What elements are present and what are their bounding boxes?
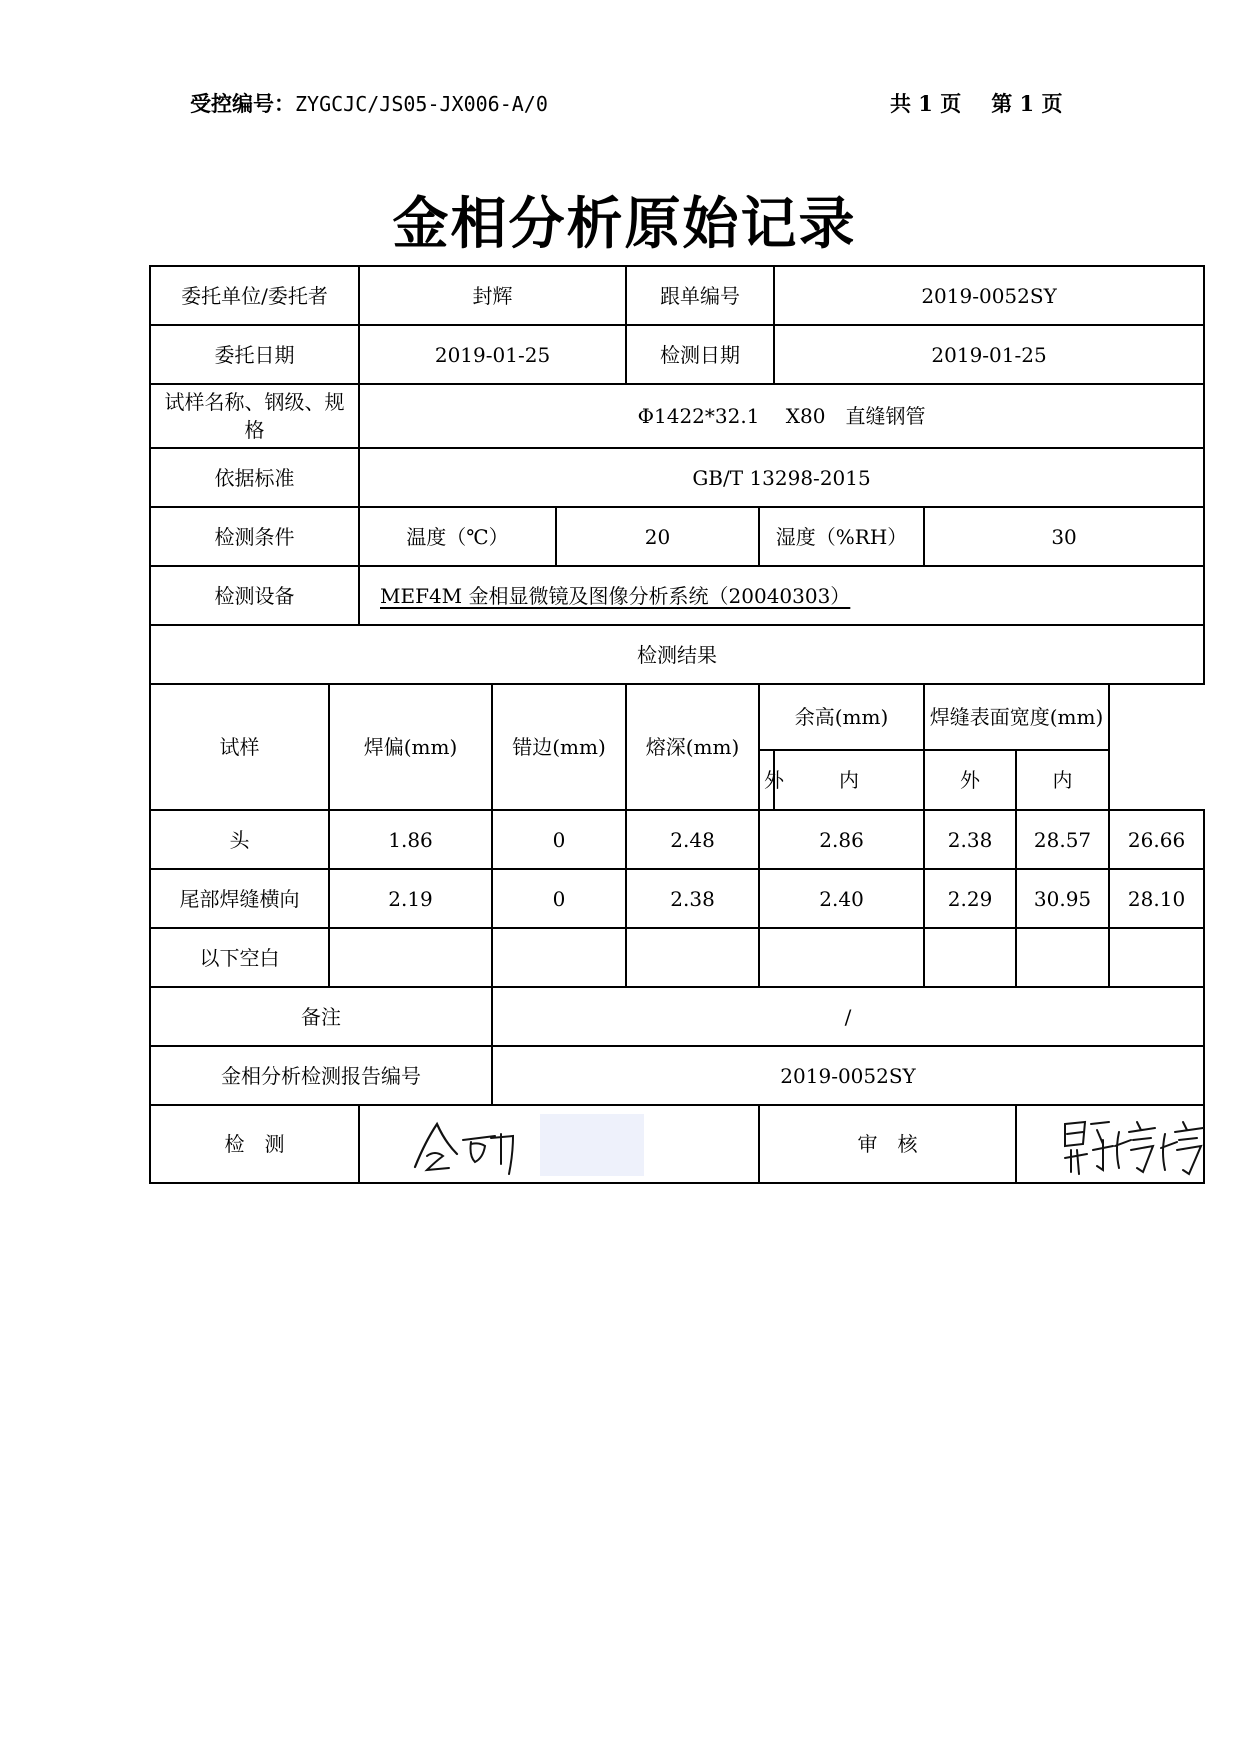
reviewer-label: 审 核 [759, 1105, 1016, 1183]
condition-label: 检测条件 [150, 507, 359, 566]
results-section-title: 检测结果 [150, 625, 1204, 684]
row-width-out: 30.95 [1016, 869, 1109, 928]
document-title: 金相分析原始记录 [392, 191, 857, 257]
row-width-in: 28.10 [1109, 869, 1204, 928]
col-penetration-depth: 熔深(mm) [626, 684, 759, 810]
row-rein-in [924, 928, 1016, 987]
sub-width-outer: 外 [924, 750, 1016, 810]
entrust-date-label: 委托日期 [150, 325, 359, 384]
col-sample: 试样 [150, 684, 329, 810]
table-row [150, 810, 1204, 869]
humidity-label: 湿度（%RH） [759, 507, 924, 566]
row-rein-out: 2.40 [759, 869, 924, 928]
row-depth: 2.38 [626, 869, 759, 928]
control-number-code: ZYGCJC/JS05-JX006-A/0 [295, 92, 548, 116]
track-number-value: 2019-0052SY [774, 266, 1204, 325]
page-indicator [890, 88, 1062, 118]
standard-value: GB/T 13298-2015 [359, 448, 1204, 507]
equipment-label: 检测设备 [150, 566, 359, 625]
tester-signature-cell [359, 1105, 759, 1183]
row-rein-out: 2.86 [759, 810, 924, 869]
row-offset: 1.86 [329, 810, 492, 869]
table-row [150, 928, 1204, 987]
col-reinforcement: 余高(mm) [759, 684, 924, 750]
reviewer-signature [1057, 1110, 1217, 1180]
sample-label: 试样名称、钢级、规格 [150, 384, 359, 448]
control-number-label: 受控编号： [190, 91, 295, 116]
page-number: 第 1 页 [991, 91, 1063, 116]
sub-reinforcement-inner: 内 [774, 750, 924, 810]
row-offset: 2.19 [329, 869, 492, 928]
row-offset [329, 928, 492, 987]
test-date-value: 2019-01-25 [774, 325, 1204, 384]
report-number-label: 金相分析检测报告编号 [150, 1046, 492, 1105]
reviewer-signature-cell [1016, 1105, 1204, 1183]
row-width-in: 26.66 [1109, 810, 1204, 869]
col-misalignment: 错边(mm) [492, 684, 626, 810]
tester-label: 检 测 [150, 1105, 359, 1183]
control-number [190, 88, 548, 118]
sample-value: Φ1422*32.1 X80 直缝钢管 [359, 384, 1204, 448]
row-rein-in: 2.29 [924, 869, 1016, 928]
row-misalign [492, 928, 626, 987]
equipment-value: MEF4M 金相显微镜及图像分析系统（20040303） [380, 583, 851, 608]
standard-label: 依据标准 [150, 448, 359, 507]
row-sample: 以下空白 [150, 928, 329, 987]
row-sample: 头 [150, 810, 329, 869]
sub-width-inner: 内 [1016, 750, 1109, 810]
tester-signature [405, 1112, 545, 1182]
row-depth [626, 928, 759, 987]
remark-label: 备注 [150, 987, 492, 1046]
test-date-label: 检测日期 [626, 325, 774, 384]
row-width-out: 28.57 [1016, 810, 1109, 869]
record-table [149, 265, 1205, 1184]
row-sample: 尾部焊缝横向 [150, 869, 329, 928]
remark-value: / [492, 987, 1204, 1046]
report-number-value: 2019-0052SY [492, 1046, 1204, 1105]
table-row [150, 869, 1204, 928]
humidity-value: 30 [924, 507, 1204, 566]
total-pages: 共 1 页 [890, 91, 962, 116]
temperature-value: 20 [556, 507, 759, 566]
row-width-in [1109, 928, 1204, 987]
row-width-out [1016, 928, 1109, 987]
client-value: 封辉 [359, 266, 626, 325]
row-misalign: 0 [492, 869, 626, 928]
equipment-cell [359, 566, 1204, 625]
row-misalign: 0 [492, 810, 626, 869]
sub-reinforcement-outer: 外 [759, 750, 774, 810]
redacted-area [540, 1114, 644, 1176]
col-weld-offset: 焊偏(mm) [329, 684, 492, 810]
row-rein-in: 2.38 [924, 810, 1016, 869]
temperature-label: 温度（℃） [359, 507, 556, 566]
row-depth: 2.48 [626, 810, 759, 869]
row-rein-out [759, 928, 924, 987]
client-label: 委托单位/委托者 [150, 266, 359, 325]
entrust-date-value: 2019-01-25 [359, 325, 626, 384]
col-weld-width: 焊缝表面宽度(mm) [924, 684, 1109, 750]
track-number-label: 跟单编号 [626, 266, 774, 325]
